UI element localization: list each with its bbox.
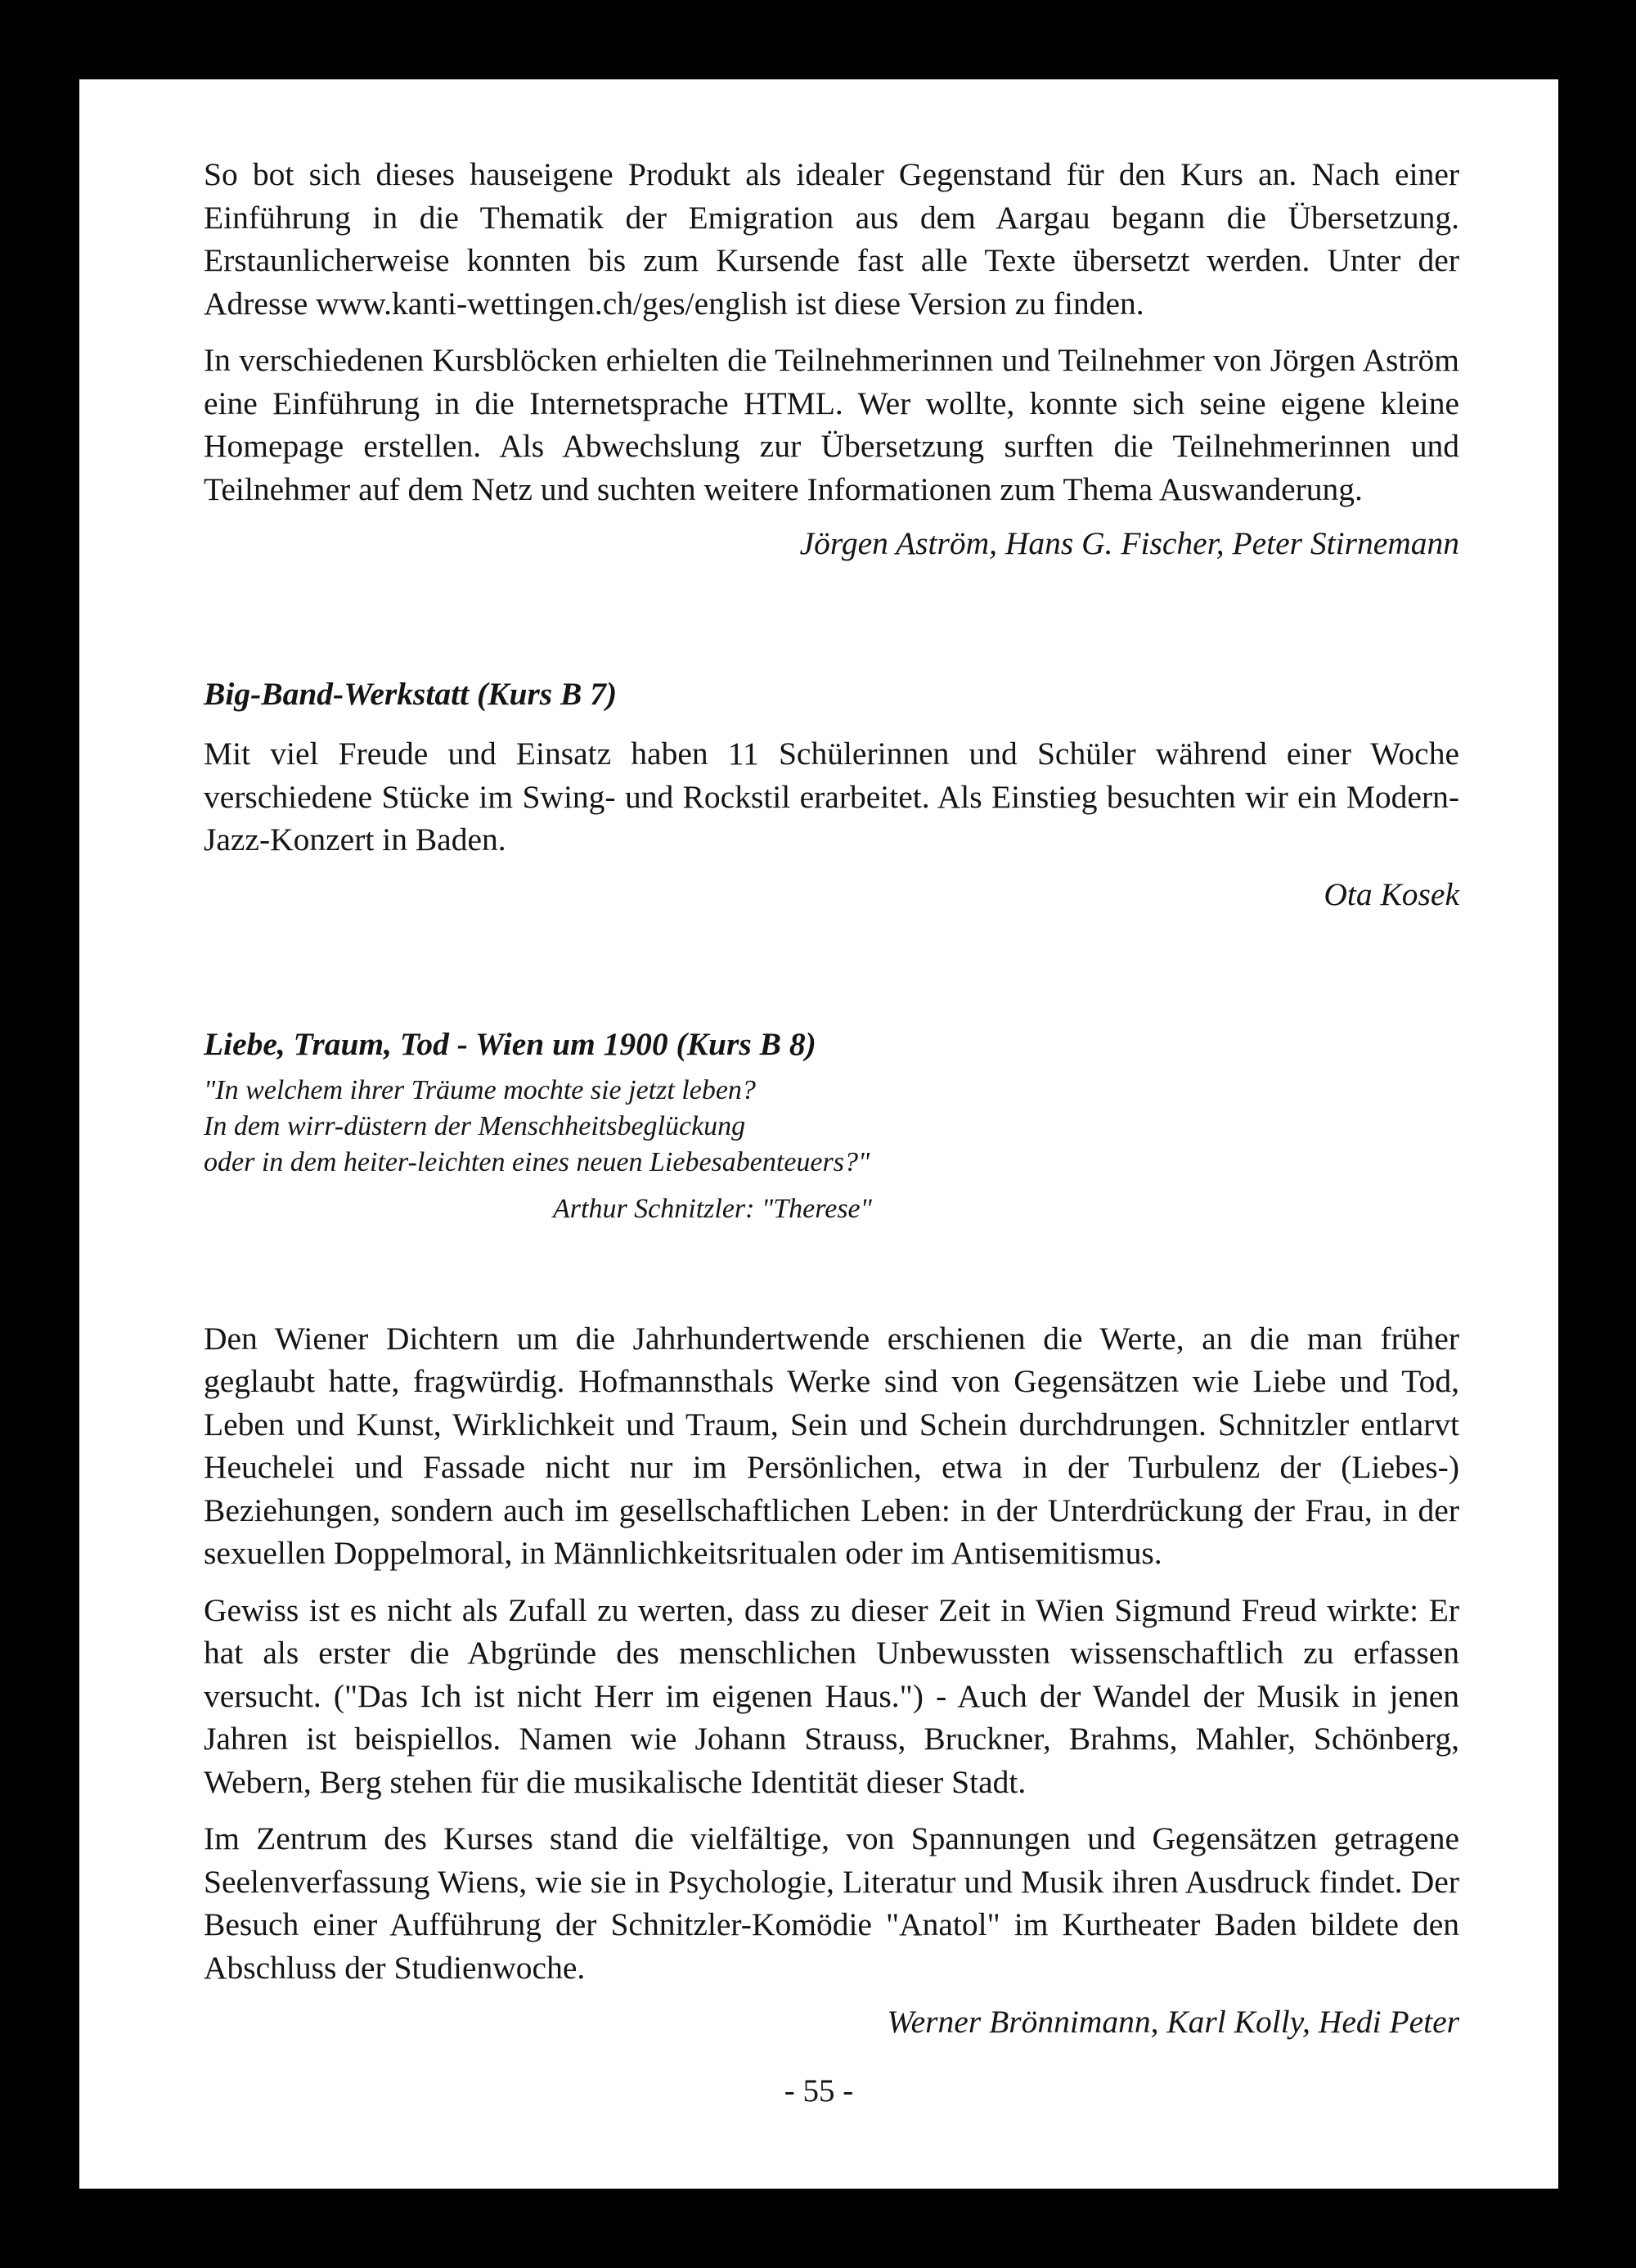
section-b7-signature: Ota Kosek bbox=[1324, 875, 1459, 912]
page-number: - 55 - bbox=[784, 2073, 854, 2108]
section-heading-b7: Big-Band-Werkstatt (Kurs B 7) bbox=[204, 675, 618, 712]
quote-source: Arthur Schnitzler: "Therese" bbox=[553, 1193, 872, 1224]
section-heading-b8: Liebe, Traum, Tod - Wien um 1900 (Kurs B 8) bbox=[204, 1026, 816, 1062]
quote-line-2: In dem wirr-düstern der Menschheitsbeglückung bbox=[204, 1110, 746, 1141]
intro-paragraph-2: In verschiedenen Kursblöcken erhielten die Teilnehmerinnen und Teilnehmer von Jörgen Aström eine Einführung in die Internetsprache HTML. Wer wollte, konnte sich seine eigene kleine Homepage erstellen. Als Abwechslung zur Übersetzung surften die Teilnehmerinnen und Teilnehmer auf dem Netz und suchten weitere Informationen zum Thema Auswanderung. bbox=[204, 342, 1459, 507]
section-b8-paragraph-3: Im Zentrum des Kurses stand die vielfältige, von Spannungen und Gegensätzen getragene Seelenverfassung Wiens, wie sie in Psychologie, Literatur und Musik ihren Ausdruck findet. Der Besuch einer Aufführung der Schnitzler-Komödie "Anatol" im Kurtheater Baden bildete den Abschluss der Studienwoche. bbox=[204, 1820, 1459, 1986]
section-b8-paragraph-1: Den Wiener Dichtern um die Jahrhundertwende erschienen die Werte, an die man früher geglaubt hatte, fragwürdig. Hofmannsthals Werke sind von Gegensätzen wie Liebe und Tod, Leben und Kunst, Wirklichkeit und Traum, Sein und Schein durchdrungen. Schnitzler entlarvt Heuchelei und Fassade nicht nur im Persönlichen, etwa in der Turbulenz der (Liebes-) Beziehungen, sondern auch im gesellschaftlichen Leben: in der Unterdrückung der Frau, in der sexuellen Doppelmoral, in Männlichkeitsritualen oder im Antisemitismus. bbox=[204, 1320, 1459, 1571]
section-b7-paragraph: Mit viel Freude und Einsatz haben 11 Schülerinnen und Schüler während einer Woche verschiedene Stücke im Swing- und Rockstil erarbeitet. Als Einstieg besuchten wir ein Modern-Jazz-Konzert in Baden. bbox=[204, 736, 1459, 857]
intro-signature: Jörgen Aström, Hans G. Fischer, Peter Stirnemann bbox=[799, 525, 1459, 561]
page-content bbox=[204, 153, 1459, 2044]
quote-line-3: oder in dem heiter-leichten eines neuen Liebesabenteuers?" bbox=[204, 1146, 870, 1177]
section-b8-paragraph-2: Gewiss ist es nicht als Zufall zu werten, dass zu dieser Zeit in Wien Sigmund Freud wirkte: Er hat als erster die Abgründe des menschlichen Unbewussten wissenschaftlich zu erfassen versucht. ("Das Ich ist nicht Herr im eigenen Haus.") - Auch der Wandel der Musik in jenen Jahren ist beispiellos. Namen wie Johann Strauss, Bruckner, Brahms, Mahler, Schönberg, Webern, Berg stehen für die musikalische Identität dieser Stadt. bbox=[204, 1591, 1459, 1800]
quote-line-1: "In welchem ihrer Träume mochte sie jetzt leben? bbox=[204, 1074, 756, 1105]
section-b8-signature: Werner Brönnimann, Karl Kolly, Hedi Peter bbox=[887, 2004, 1459, 2040]
intro-paragraph-1: So bot sich dieses hauseigene Produkt als idealer Gegenstand für den Kurs an. Nach einer Einführung in die Thematik der Emigration aus dem Aargau begann die Übersetzung. Erstaunlicherweise konnten bis zum Kursende fast alle Texte übersetzt werden. Unter der Adresse www.kanti-wettingen.ch/ges/english ist diese Version zu finden. bbox=[204, 156, 1459, 322]
document-page bbox=[79, 79, 1558, 2189]
